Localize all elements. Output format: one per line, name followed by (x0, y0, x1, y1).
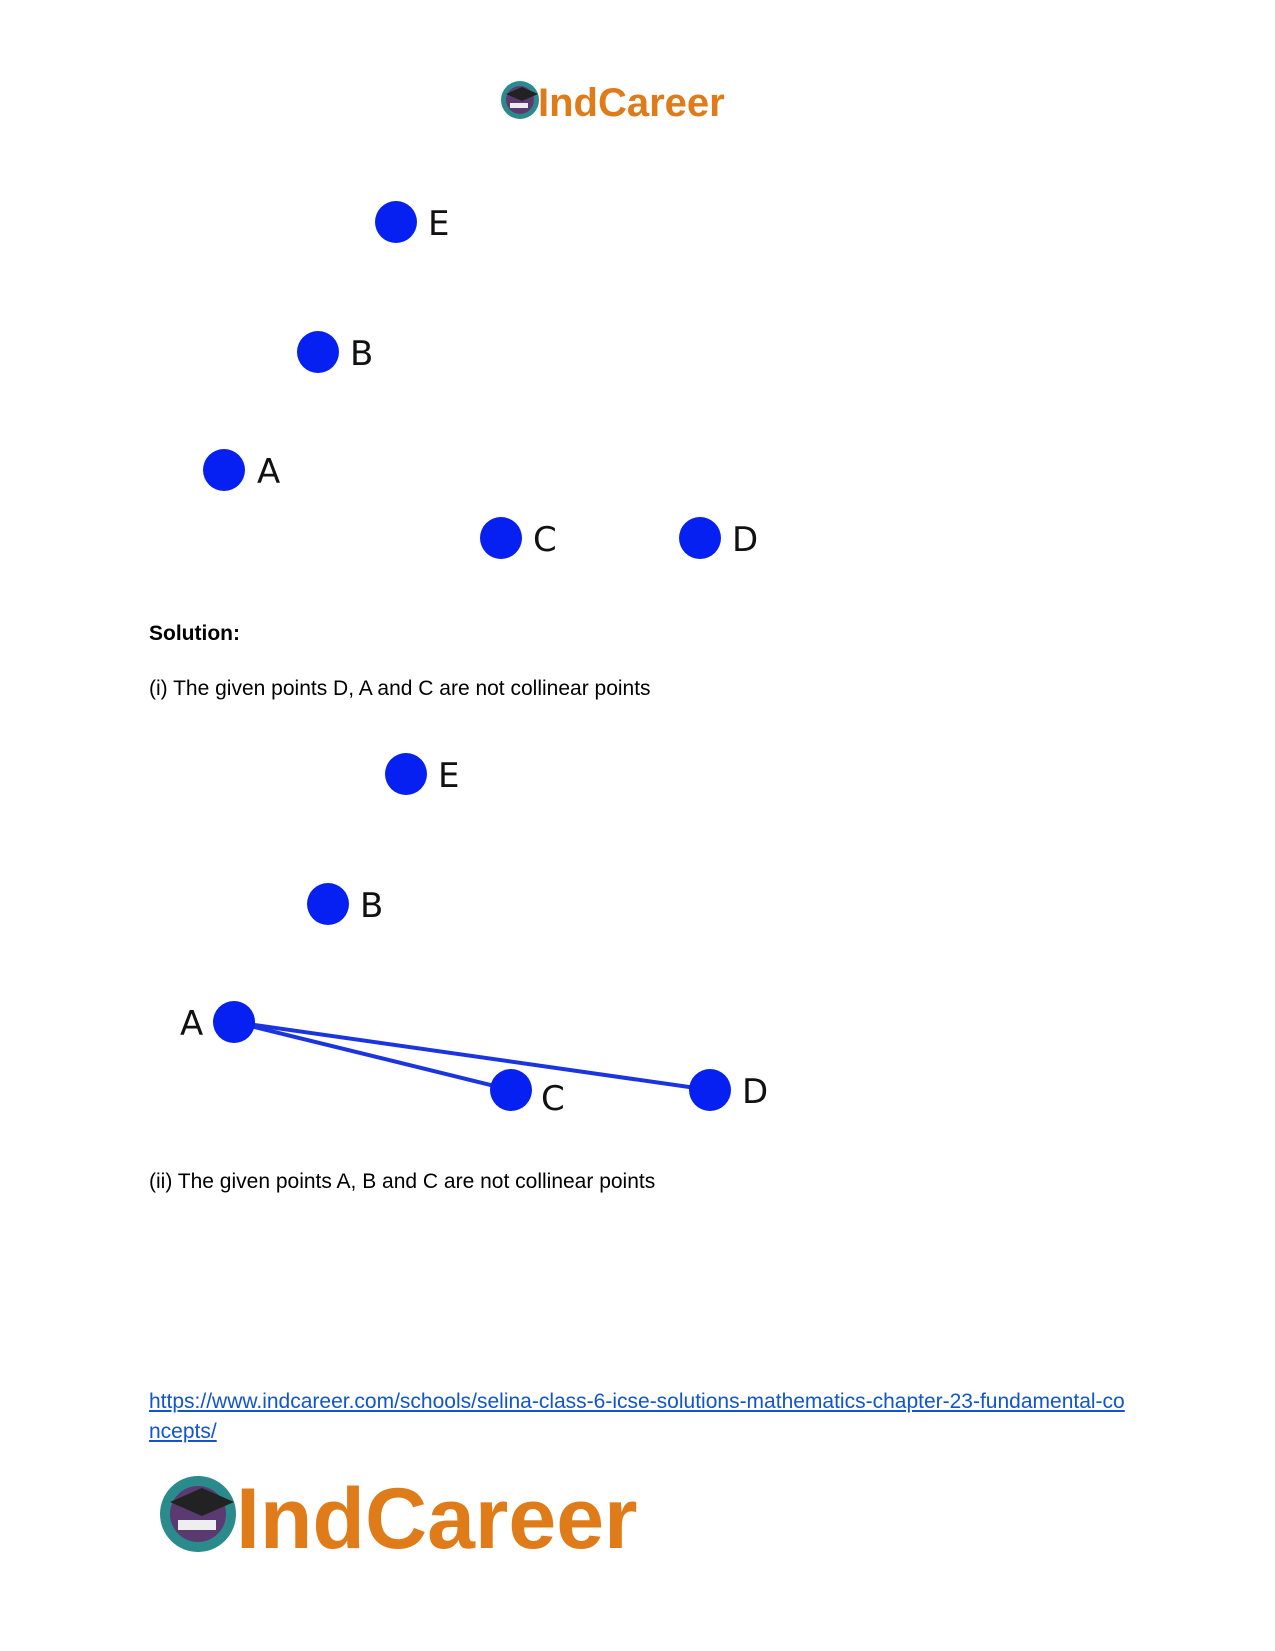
logo-text: IndCareer (538, 81, 725, 125)
solution-part-ii: (ii) The given points A, B and C are not collinear points (149, 1170, 656, 1193)
point-b (297, 331, 373, 374)
svg-text:D: D (732, 520, 759, 560)
point-a (180, 1001, 255, 1044)
point-c (490, 1069, 565, 1119)
svg-text:E: E (428, 204, 450, 244)
point-e (375, 201, 449, 244)
point-a (203, 449, 280, 492)
graduation-cap-icon (501, 81, 539, 119)
points-figure-1 (0, 180, 1275, 580)
point-c (480, 517, 557, 560)
svg-text:B: B (360, 886, 384, 926)
points-figure-2 (0, 740, 1275, 1140)
svg-text:D: D (742, 1072, 769, 1112)
svg-text:A: A (180, 1004, 204, 1044)
point-e (385, 753, 459, 796)
point-d (679, 517, 758, 560)
solution-part-i: (i) The given points D, A and C are not collinear points (149, 677, 651, 700)
svg-text:B: B (350, 334, 374, 374)
point-b (307, 883, 383, 926)
svg-text:A: A (257, 452, 281, 492)
indcareer-logo-top (500, 78, 780, 128)
svg-text:C: C (533, 520, 557, 560)
svg-text:C: C (541, 1079, 565, 1119)
source-link[interactable]: https://www.indcareer.com/schools/selina-class-6-icse-solutions-mathematics-chapter-23-fundamental-concepts/ (149, 1390, 1125, 1443)
graduation-cap-icon (160, 1476, 236, 1552)
solution-heading: Solution: (149, 622, 240, 645)
svg-text:E: E (438, 756, 460, 796)
point-d (689, 1069, 768, 1112)
logo-text: IndCareer (236, 1471, 638, 1567)
indcareer-logo-bottom (158, 1468, 698, 1568)
